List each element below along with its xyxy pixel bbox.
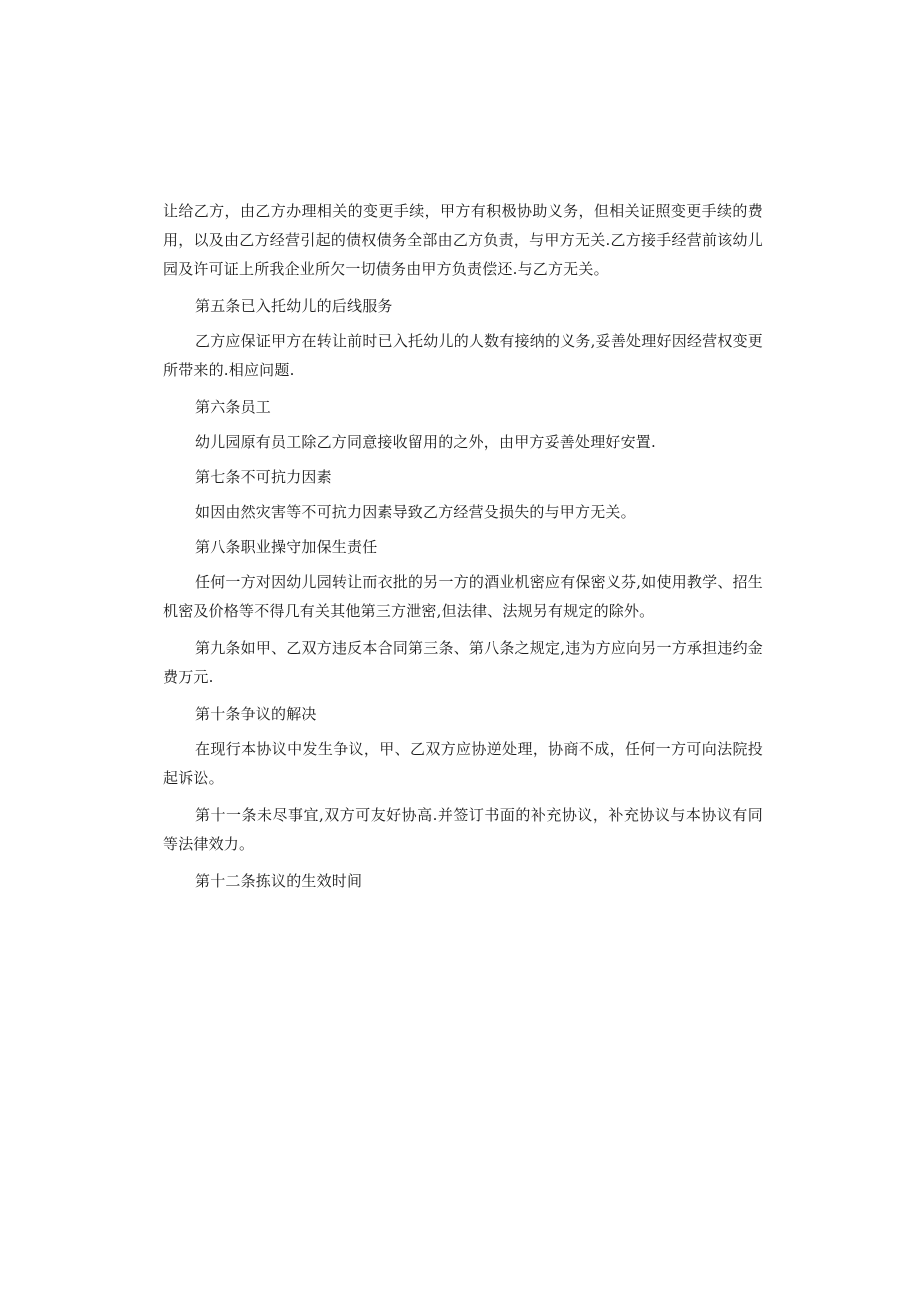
article-10-body: 在现行本协议中发生争议，甲、乙双方应协逆处理，协商不成，任何一方可向法院投起诉讼。: [163, 740, 763, 787]
article-6-body: 幼儿园原有员工除乙方同意接收留用的之外，由甲方妥善处理好安置.: [195, 433, 656, 451]
article-7-body: 如因由然灾害等不可抗力因素导致乙方经营殳损失的与甲方无关。: [195, 503, 636, 521]
article-7-heading: 第七条不可抗力因素: [195, 468, 332, 486]
article-9-body: 第九条如甲、乙双方违反本合同第三条、第八条之规定,违为方应向另一方承担违约金费万元.: [163, 639, 763, 686]
document-body: [163, 197, 763, 896]
article-5-body: 乙方应保证甲方在转让前时已入托幼儿的人数有接纳的义务,妥善处理好因经营权变更所带来的.相应问题.: [163, 332, 763, 379]
article-8-body: 任何一方对因幼儿园转让而衣批的另一方的酒业机密应有保密义芬,如使用教学、招生机密及价格等不得几有关其他第三方泄密,但法律、法规另有规定的除外。: [163, 573, 763, 620]
article-5-heading: 第五条已入托幼儿的后线服务: [195, 297, 393, 315]
article-11-body: 第十一条未尽事宜,双方可友好协高.并签订书面的补充协议，补充协议与本协议有同等法律效力。: [163, 806, 763, 853]
article-6-heading: 第六条员工: [195, 398, 272, 416]
article-10-heading: 第十条争议的解决: [195, 705, 317, 723]
article-12-heading: 第十二条拣议的生效时间: [195, 872, 363, 890]
article-8-heading: 第八条职业操守加保生责任: [195, 538, 378, 556]
paragraph-transfer-continuation: 让给乙方，由乙方办理相关的变更手续，甲方有积极协助义务，但相关证照变更手续的费用，以及由乙方经营引起的债权债务全部由乙方负责，与甲方无关.乙方接手经营前该幼儿园及许可证上所我企业所欠一切债务由甲方负责偿还.与乙方无关。: [163, 202, 763, 278]
